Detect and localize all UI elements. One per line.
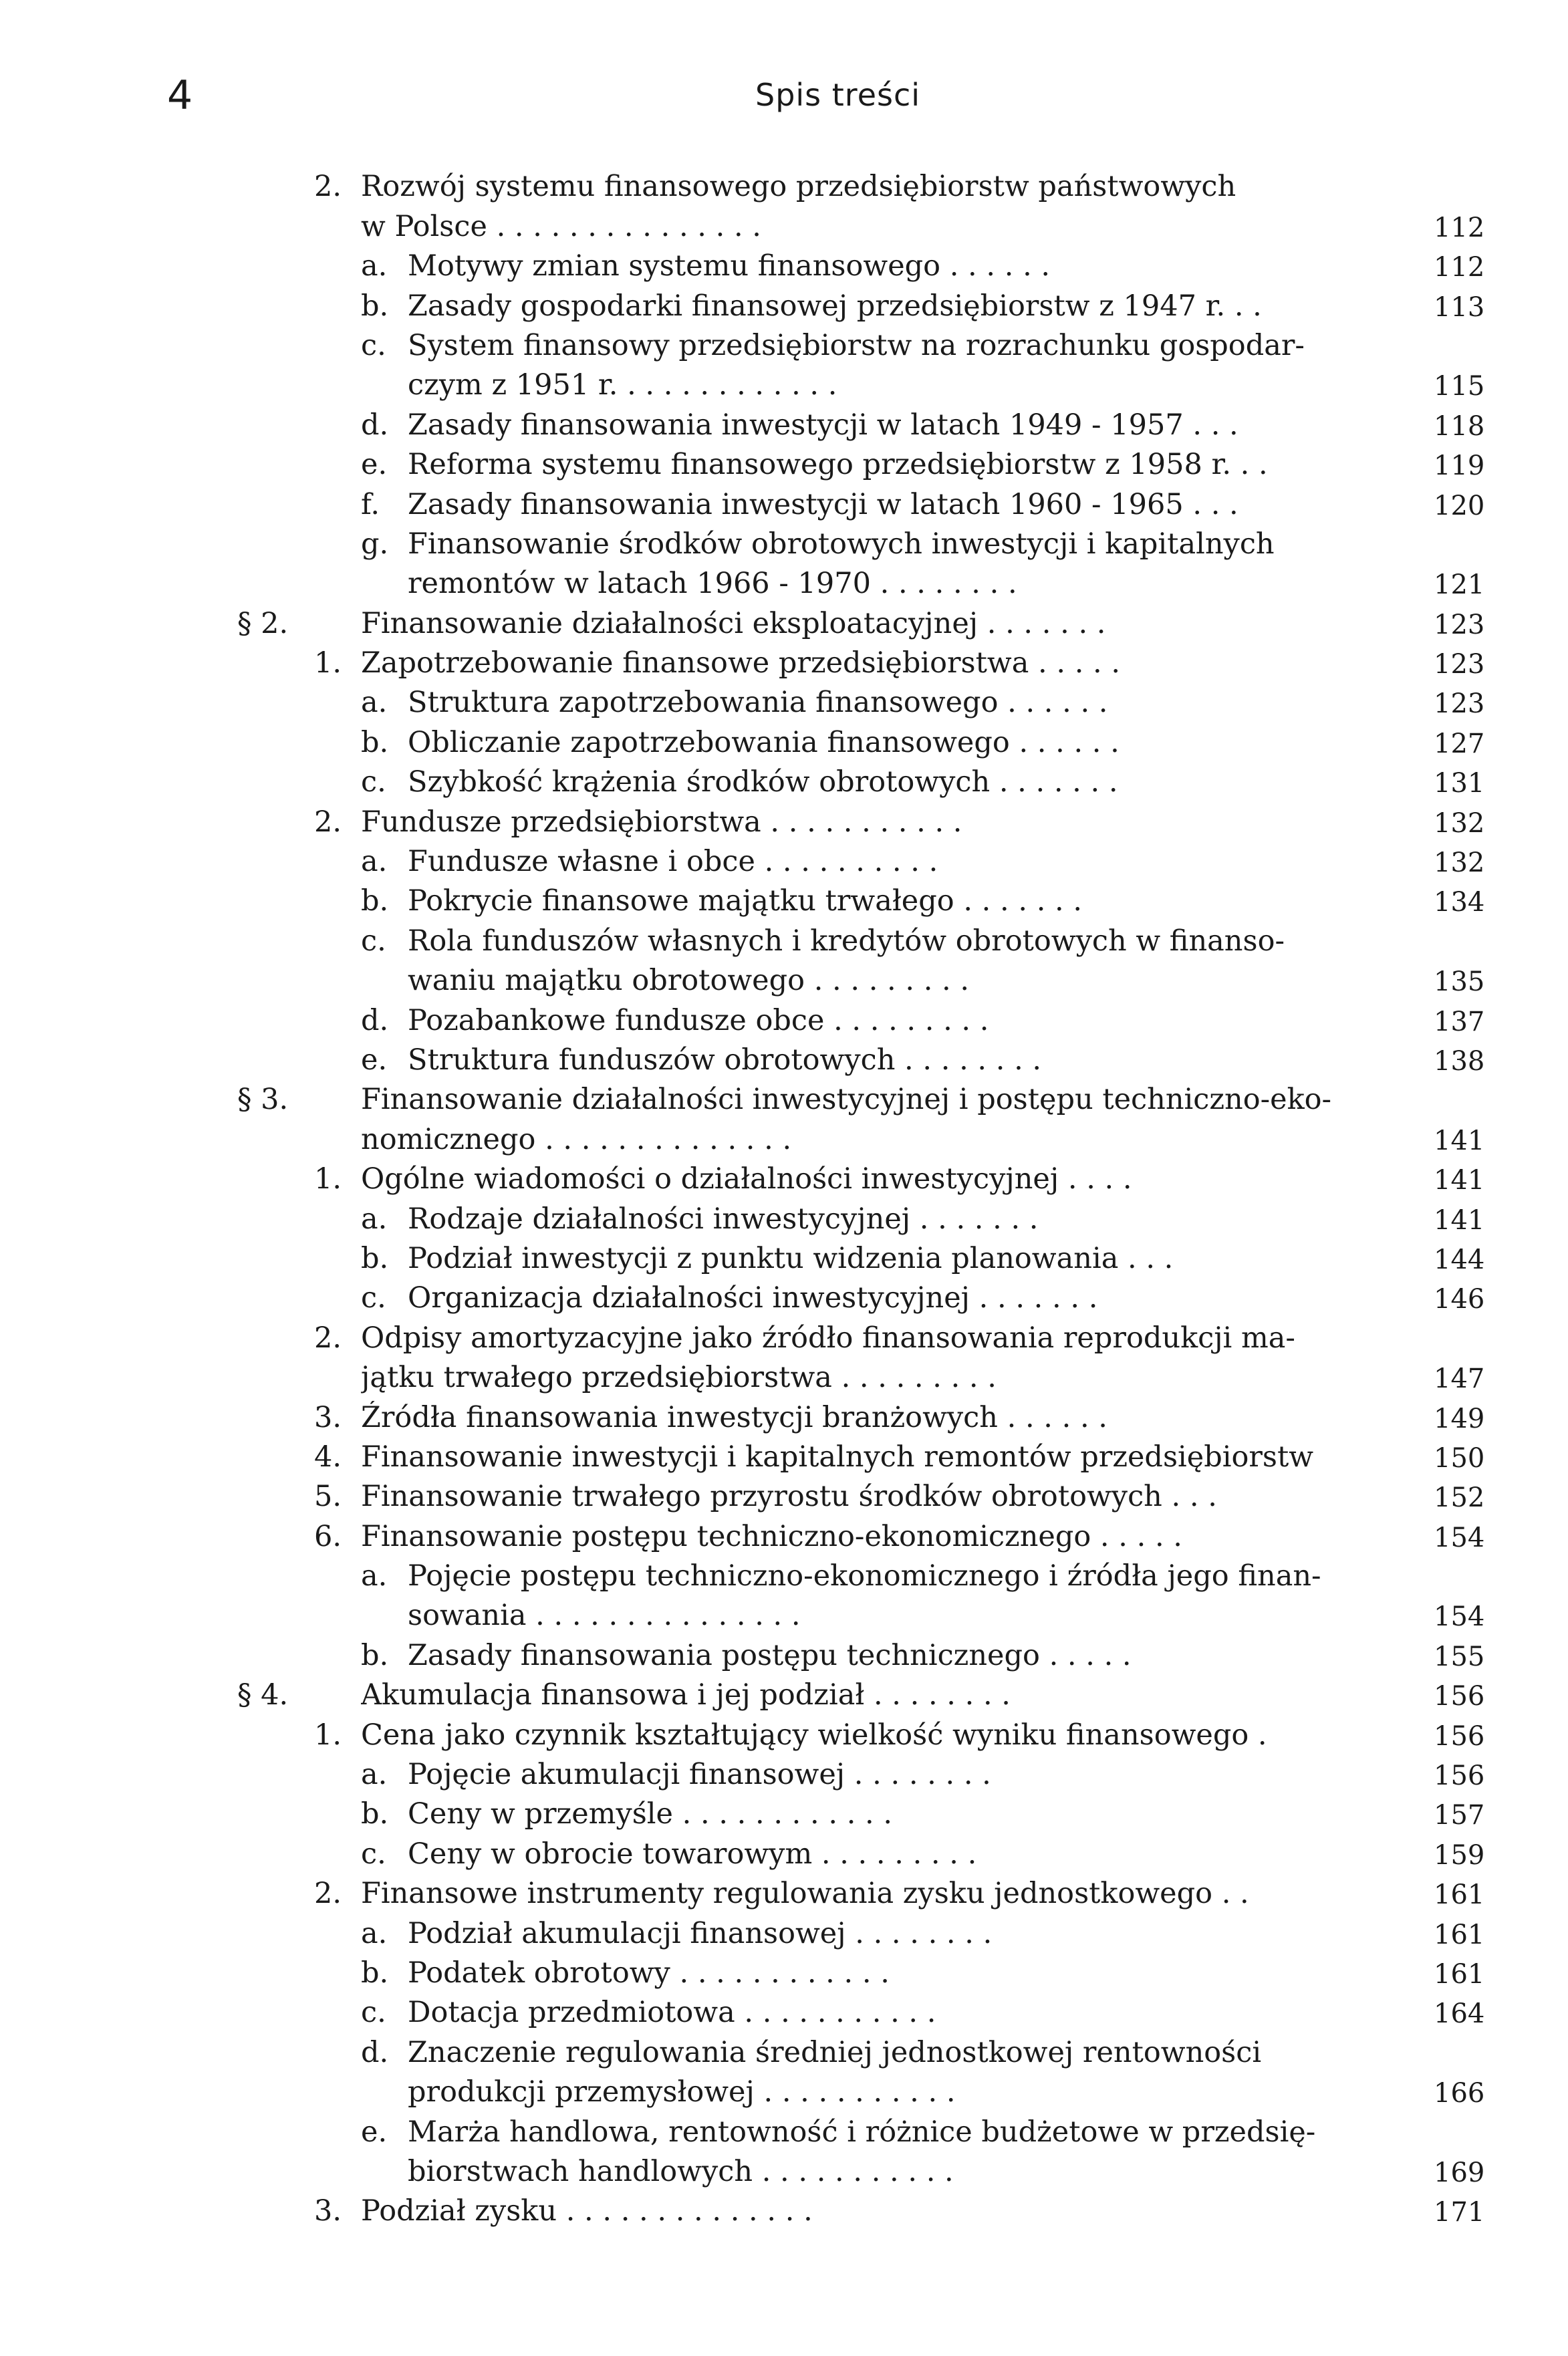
toc-page-number: 141 bbox=[1434, 1125, 1485, 1156]
toc-entry bbox=[227, 1196, 1517, 1235]
toc-entry bbox=[227, 1910, 1517, 1950]
toc-entry-number: 2. bbox=[314, 1321, 342, 1355]
toc-entry bbox=[227, 1950, 1517, 1990]
toc-entry bbox=[227, 680, 1517, 719]
toc-entry bbox=[227, 521, 1517, 561]
toc-entry-number: e. bbox=[361, 448, 388, 482]
toc-entry-title: Cena jako czynnik kształtujący wielkość wyniku finansowego . bbox=[361, 1718, 1267, 1752]
toc-entry bbox=[227, 878, 1517, 918]
toc-entry-title: jątku trwałego przedsiębiorstwa . . . . . . . . . bbox=[361, 1361, 997, 1395]
toc-entry bbox=[227, 640, 1517, 680]
toc-entry bbox=[227, 1315, 1517, 1354]
toc-entry-number: f. bbox=[361, 487, 380, 521]
toc-entry-number: b. bbox=[361, 1241, 389, 1275]
toc-entry bbox=[227, 1553, 1517, 1593]
toc-entry-title: Reforma systemu finansowego przedsiębiorstw z 1958 r. . . bbox=[408, 448, 1268, 482]
toc-page-number: 159 bbox=[1434, 1839, 1485, 1871]
toc-entry bbox=[227, 283, 1517, 322]
toc-entry bbox=[227, 2069, 1517, 2109]
toc-entry-number: b. bbox=[361, 884, 389, 918]
toc-entry-title: Zasady finansowania inwestycji w latach 1960 - 1965 . . . bbox=[408, 487, 1238, 521]
toc-entry-title: Ceny w obrocie towarowym . . . . . . . . . bbox=[408, 1837, 977, 1871]
toc-page-number: 134 bbox=[1434, 887, 1485, 918]
toc-page-number: 119 bbox=[1434, 450, 1485, 482]
toc-entry-title: produkcji przemysłowej . . . . . . . . . . . bbox=[408, 2075, 956, 2109]
toc-entry-title: Pojęcie postępu techniczno-ekonomicznego i źródła jego finan- bbox=[408, 1559, 1321, 1593]
toc-page-number: 118 bbox=[1434, 410, 1485, 442]
toc-entry bbox=[227, 442, 1517, 481]
toc-page-number: 121 bbox=[1434, 569, 1485, 601]
toc-page-number: 138 bbox=[1434, 1045, 1485, 1077]
toc-entry-title: Ceny w przemyśle . . . . . . . . . . . . bbox=[408, 1797, 893, 1831]
toc-entry bbox=[227, 1513, 1517, 1553]
toc-entry-number: a. bbox=[361, 845, 388, 879]
toc-entry-number: d. bbox=[361, 1003, 389, 1037]
toc-entry bbox=[227, 1037, 1517, 1077]
toc-page-number: 127 bbox=[1434, 728, 1485, 759]
toc-entry bbox=[227, 1752, 1517, 1791]
toc-page-number: 161 bbox=[1434, 1919, 1485, 1950]
toc-page-number: 123 bbox=[1434, 649, 1485, 680]
toc-entry bbox=[227, 1791, 1517, 1831]
toc-entry-title: Pokrycie finansowe majątku trwałego . . . . . . . bbox=[408, 884, 1083, 918]
toc-page-number: 137 bbox=[1434, 1006, 1485, 1037]
toc-entry-title: Pozabankowe fundusze obce . . . . . . . . . bbox=[408, 1003, 989, 1037]
toc-entry-title: Finansowanie trwałego przyrostu środków obrotowych . . . bbox=[361, 1480, 1217, 1514]
toc-entry-title: Odpisy amortyzacyjne jako źródło finansowania reprodukcji ma- bbox=[361, 1321, 1295, 1355]
toc-entry-number: 3. bbox=[314, 1400, 342, 1434]
toc-entry-title: Podział inwestycji z punktu widzenia planowania . . . bbox=[408, 1241, 1174, 1275]
toc-page-number: 147 bbox=[1434, 1363, 1485, 1395]
toc-entry bbox=[227, 1871, 1517, 1910]
toc-entry-number: c. bbox=[361, 328, 386, 362]
toc-entry bbox=[227, 2029, 1517, 2069]
toc-entry bbox=[227, 1394, 1517, 1434]
toc-entry-title: Rola funduszów własnych i kredytów obrotowych w finanso- bbox=[408, 924, 1285, 958]
toc-entry-number: b. bbox=[361, 1797, 389, 1831]
toc-entry-number: b. bbox=[361, 289, 389, 323]
toc-page-number: 146 bbox=[1434, 1284, 1485, 1315]
toc-entry-number: c. bbox=[361, 1996, 386, 2030]
toc-page-number: 123 bbox=[1434, 688, 1485, 720]
toc-entry bbox=[227, 1236, 1517, 1275]
toc-entry-number: a. bbox=[361, 1916, 388, 1950]
toc-page-number: 144 bbox=[1434, 1244, 1485, 1275]
toc-entry bbox=[227, 1275, 1517, 1315]
toc-entry-title: Dotacja przedmiotowa . . . . . . . . . . . bbox=[408, 1996, 936, 2030]
toc-entry-title: Podatek obrotowy . . . . . . . . . . . . bbox=[408, 1956, 890, 1990]
toc-entry-number: b. bbox=[361, 725, 389, 759]
toc-entry-title: Zapotrzebowanie finansowe przedsiębiorstwa . . . . . bbox=[361, 646, 1121, 680]
toc-entry-title: Zasady gospodarki finansowej przedsiębiorstw z 1947 r. . . bbox=[408, 289, 1262, 323]
toc-entry bbox=[227, 164, 1517, 203]
toc-entry-title: Podział akumulacji finansowej . . . . . . . . bbox=[408, 1916, 993, 1950]
toc-entry bbox=[227, 600, 1517, 640]
toc-entry-number: e. bbox=[361, 2115, 388, 2149]
toc-entry bbox=[227, 918, 1517, 957]
toc-entry bbox=[227, 799, 1517, 838]
toc-entry-number: c. bbox=[361, 765, 386, 799]
toc-entry-title: Finansowanie postępu techniczno-ekonomicznego . . . . . bbox=[361, 1519, 1182, 1553]
toc-page-number: 115 bbox=[1434, 371, 1485, 402]
toc-page-number: 169 bbox=[1434, 2157, 1485, 2188]
toc-page-number: 135 bbox=[1434, 966, 1485, 998]
toc-entry bbox=[227, 1672, 1517, 1712]
toc-entry-number: 2. bbox=[314, 1877, 342, 1911]
toc-page-number: 149 bbox=[1434, 1403, 1485, 1434]
toc-entry-number: c. bbox=[361, 924, 386, 958]
toc-entry-title: w Polsce . . . . . . . . . . . . . . . bbox=[361, 209, 761, 243]
toc-page-number: 131 bbox=[1434, 768, 1485, 799]
toc-entry bbox=[227, 1831, 1517, 1870]
toc-entry bbox=[227, 2109, 1517, 2148]
toc-page-number: 154 bbox=[1434, 1522, 1485, 1553]
toc-entry-number: b. bbox=[361, 1956, 389, 1990]
toc-page-number: 156 bbox=[1434, 1681, 1485, 1712]
toc-entry bbox=[227, 323, 1517, 362]
toc-entry-number: b. bbox=[361, 1638, 389, 1672]
toc-entry bbox=[227, 561, 1517, 600]
toc-entry-title: Struktura zapotrzebowania finansowego . . . . . . bbox=[408, 686, 1108, 720]
toc-entry-title: Akumulacja finansowa i jej podział . . . . . . . . bbox=[361, 1678, 1011, 1712]
toc-entry bbox=[227, 1593, 1517, 1632]
toc-entry bbox=[227, 1632, 1517, 1672]
toc-entry bbox=[227, 1434, 1517, 1474]
toc-entry-title: Podział zysku . . . . . . . . . . . . . . bbox=[361, 2194, 813, 2228]
toc-entry-title: Pojęcie akumulacji finansowej . . . . . . . . bbox=[408, 1758, 991, 1792]
toc-entry-title: Fundusze przedsiębiorstwa . . . . . . . . . . . bbox=[361, 805, 962, 839]
toc-entry-title: Rozwój systemu finansowego przedsiębiorstw państwowych bbox=[361, 170, 1236, 204]
running-head: Spis treści bbox=[755, 77, 921, 113]
toc-section-marker: § 3. bbox=[237, 1083, 289, 1117]
toc-entry-title: Obliczanie zapotrzebowania finansowego . . . . . . bbox=[408, 725, 1120, 759]
page-number: 4 bbox=[167, 72, 193, 119]
toc-entry-title: Motywy zmian systemu finansowego . . . . . . bbox=[408, 249, 1051, 283]
toc-entry bbox=[227, 1077, 1517, 1116]
toc-entry-title: Organizacja działalności inwestycyjnej . . . . . . . bbox=[408, 1281, 1098, 1315]
toc-entry-title: Rodzaje działalności inwestycyjnej . . . . . . . bbox=[408, 1202, 1039, 1236]
toc-entry-number: 4. bbox=[314, 1440, 342, 1474]
toc-entry-title: Ogólne wiadomości o działalności inwestycyjnej . . . . bbox=[361, 1162, 1132, 1196]
toc-entry-title: Szybkość krążenia środków obrotowych . . . . . . . bbox=[408, 765, 1118, 799]
toc-entry-number: g. bbox=[361, 527, 389, 561]
toc-page-number: 120 bbox=[1434, 490, 1485, 521]
toc-entry-number: 3. bbox=[314, 2194, 342, 2228]
toc-section-marker: § 4. bbox=[237, 1678, 289, 1712]
toc-entry-number: a. bbox=[361, 249, 388, 283]
toc-page-number: 161 bbox=[1434, 1879, 1485, 1911]
toc-entry bbox=[227, 481, 1517, 521]
toc-entry bbox=[227, 1474, 1517, 1513]
toc-page-number: 154 bbox=[1434, 1601, 1485, 1633]
toc-entry bbox=[227, 1116, 1517, 1156]
toc-entry-title: remontów w latach 1966 - 1970 . . . . . . . . bbox=[408, 567, 1017, 601]
toc-page-number: 141 bbox=[1434, 1165, 1485, 1196]
toc-entry-title: Znaczenie regulowania średniej jednostkowej rentowności bbox=[408, 2035, 1262, 2069]
toc-entry-number: a. bbox=[361, 686, 388, 720]
toc-entry-title: Marża handlowa, rentowność i różnice budżetowe w przedsię- bbox=[408, 2115, 1316, 2149]
toc-entry-number: d. bbox=[361, 408, 389, 442]
toc-page-number: 132 bbox=[1434, 807, 1485, 839]
toc-page-number: 152 bbox=[1434, 1482, 1485, 1514]
toc-entry-title: Źródła finansowania inwestycji branżowych . . . . . . bbox=[361, 1400, 1107, 1434]
toc-page-number: 123 bbox=[1434, 609, 1485, 640]
toc-page-number: 132 bbox=[1434, 847, 1485, 879]
toc-page-number: 171 bbox=[1434, 2197, 1485, 2228]
toc-entry bbox=[227, 362, 1517, 402]
toc-entry bbox=[227, 759, 1517, 799]
toc-entry-number: a. bbox=[361, 1559, 388, 1593]
toc-entry-number: 1. bbox=[314, 646, 342, 680]
toc-entry-title: Finansowanie działalności inwestycyjnej i postępu techniczno-eko- bbox=[361, 1083, 1332, 1117]
toc-entry-title: sowania . . . . . . . . . . . . . . . bbox=[408, 1599, 801, 1633]
toc-page-number: 112 bbox=[1434, 252, 1485, 283]
toc-page-number: 150 bbox=[1434, 1442, 1485, 1474]
toc-page-number: 112 bbox=[1434, 212, 1485, 243]
toc-entry-number: 1. bbox=[314, 1718, 342, 1752]
toc-entry-number: c. bbox=[361, 1281, 386, 1315]
toc-entry-title: Zasady finansowania postępu technicznego . . . . . bbox=[408, 1638, 1132, 1672]
toc-entry-title: System finansowy przedsiębiorstw na rozrachunku gospodar- bbox=[408, 328, 1305, 362]
toc-page-number: 164 bbox=[1434, 1998, 1485, 2030]
toc-entry-number: a. bbox=[361, 1758, 388, 1792]
toc-entry-title: Struktura funduszów obrotowych . . . . . . . . bbox=[408, 1043, 1042, 1077]
toc-page-number: 155 bbox=[1434, 1641, 1485, 1672]
toc-section-marker: § 2. bbox=[237, 606, 289, 640]
toc-entry bbox=[227, 1156, 1517, 1196]
toc-entry bbox=[227, 719, 1517, 759]
toc-entry bbox=[227, 203, 1517, 243]
toc-entry-number: c. bbox=[361, 1837, 386, 1871]
toc-entry-number: 5. bbox=[314, 1480, 342, 1514]
toc-entry-number: e. bbox=[361, 1043, 388, 1077]
toc-entry-title: biorstwach handlowych . . . . . . . . . . . bbox=[408, 2154, 954, 2188]
toc-entry-number: 6. bbox=[314, 1519, 342, 1553]
toc-page-number: 141 bbox=[1434, 1204, 1485, 1236]
toc-entry-title: waniu majątku obrotowego . . . . . . . . . bbox=[408, 964, 970, 998]
toc-entry bbox=[227, 997, 1517, 1037]
toc-page-number: 156 bbox=[1434, 1760, 1485, 1792]
toc-entry bbox=[227, 402, 1517, 441]
toc-entry bbox=[227, 1712, 1517, 1751]
toc-entry-title: Finansowanie środków obrotowych inwestycji i kapitalnych bbox=[408, 527, 1275, 561]
toc-entry bbox=[227, 958, 1517, 997]
toc-entry-title: Finansowanie działalności eksploatacyjnej . . . . . . . bbox=[361, 606, 1106, 640]
toc-entry-title: Finansowanie inwestycji i kapitalnych remontów przedsiębiorstw bbox=[361, 1440, 1314, 1474]
toc-page-number: 161 bbox=[1434, 1958, 1485, 1990]
toc-entry-title: Finansowe instrumenty regulowania zysku jednostkowego . . bbox=[361, 1877, 1249, 1911]
toc-entry bbox=[227, 1355, 1517, 1394]
toc-entry bbox=[227, 243, 1517, 283]
toc-entry bbox=[227, 2188, 1517, 2228]
table-of-contents bbox=[227, 164, 1517, 2228]
toc-page-number: 156 bbox=[1434, 1720, 1485, 1752]
toc-entry-number: a. bbox=[361, 1202, 388, 1236]
toc-entry-number: d. bbox=[361, 2035, 389, 2069]
toc-entry-number: 2. bbox=[314, 805, 342, 839]
toc-entry-title: Zasady finansowania inwestycji w latach 1949 - 1957 . . . bbox=[408, 408, 1238, 442]
toc-entry-title: nomicznego . . . . . . . . . . . . . . bbox=[361, 1122, 792, 1156]
toc-entry bbox=[227, 2149, 1517, 2188]
toc-entry-number: 1. bbox=[314, 1162, 342, 1196]
toc-page-number: 113 bbox=[1434, 291, 1485, 323]
toc-entry bbox=[227, 1990, 1517, 2029]
toc-entry-title: czym z 1951 r. . . . . . . . . . . . . bbox=[408, 368, 837, 402]
toc-page-number: 157 bbox=[1434, 1800, 1485, 1831]
toc-entry bbox=[227, 839, 1517, 878]
toc-entry-title: Fundusze własne i obce . . . . . . . . . . bbox=[408, 845, 938, 879]
toc-entry-number: 2. bbox=[314, 170, 342, 204]
toc-page-number: 166 bbox=[1434, 2078, 1485, 2109]
